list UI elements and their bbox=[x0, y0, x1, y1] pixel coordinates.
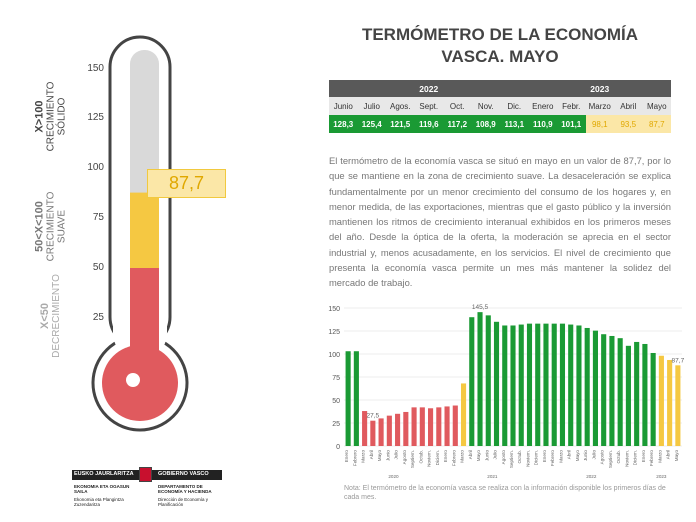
thermo-tick-100: 100 bbox=[87, 162, 104, 173]
x-tick-label: Noviem. bbox=[525, 450, 531, 467]
monthly-bar-chart bbox=[320, 296, 690, 484]
data-label: 27,5 bbox=[366, 412, 380, 420]
x-tick-label: Agosto bbox=[599, 450, 605, 465]
x-tick-label: Noviem. bbox=[624, 450, 630, 467]
zone-text-low: DECRECIMIENTO bbox=[51, 274, 62, 358]
bar bbox=[453, 406, 458, 446]
y-tick-label: 100 bbox=[328, 352, 340, 359]
x-tick-label: Junio bbox=[385, 450, 391, 461]
table-value-cell: 110,9 bbox=[529, 115, 558, 133]
bar bbox=[387, 416, 392, 446]
x-tick-label: Agosto bbox=[401, 450, 407, 465]
table-value-cell: 128,3 bbox=[329, 115, 358, 133]
x-tick-label: Octub. bbox=[418, 450, 424, 464]
table-value-cell: 93,5 bbox=[614, 115, 643, 133]
thermometer-value-callout: 87,7 bbox=[147, 169, 226, 198]
x-tick-label: Septiem. bbox=[509, 450, 514, 469]
year-2023-header: 2023 bbox=[529, 80, 672, 97]
thermometer-yellow-fill bbox=[130, 193, 159, 268]
bar bbox=[585, 328, 590, 446]
x-tick-label: Junio bbox=[583, 450, 589, 461]
bar bbox=[469, 317, 474, 446]
thermo-tick-125: 125 bbox=[87, 112, 104, 123]
logo-left-title: EUSKO JAURLARITZA bbox=[74, 471, 134, 477]
x-tick-label: Abril bbox=[566, 450, 572, 460]
thermo-tick-25: 25 bbox=[92, 312, 104, 323]
year-label: 2022 bbox=[586, 474, 597, 479]
bar bbox=[461, 383, 466, 446]
bar bbox=[420, 407, 425, 446]
x-tick-label: Julio bbox=[393, 450, 399, 460]
bar bbox=[609, 336, 614, 446]
x-tick-label: Marzo bbox=[360, 450, 366, 463]
bar bbox=[560, 324, 565, 446]
y-tick-label: 0 bbox=[336, 444, 340, 451]
year-label: 2020 bbox=[388, 474, 399, 479]
page-title: TERMÓMETRO DE LA ECONOMÍA VASCA. MAYO bbox=[361, 25, 639, 66]
x-tick-label: Marzo bbox=[558, 450, 564, 463]
bar bbox=[477, 312, 482, 446]
table-value-row bbox=[329, 115, 671, 133]
table-month-row bbox=[329, 97, 671, 115]
zone-range-high: X>100 bbox=[33, 100, 46, 133]
table-month-cell: Dic. bbox=[500, 97, 529, 115]
year-2022-header: 2022 bbox=[329, 80, 529, 97]
table-month-cell: Abril bbox=[614, 97, 643, 115]
bar bbox=[667, 360, 672, 446]
table-year-row bbox=[329, 80, 671, 97]
y-tick-label: 50 bbox=[332, 398, 340, 405]
x-tick-label: Enero bbox=[344, 450, 350, 463]
bar bbox=[403, 412, 408, 446]
x-tick-label: Enero bbox=[541, 450, 547, 463]
zone-label-solid-growth bbox=[35, 72, 68, 162]
x-tick-label: Abril bbox=[467, 450, 473, 460]
table-month-cell: Agos. bbox=[386, 97, 415, 115]
table-month-cell: Junio bbox=[329, 97, 358, 115]
bar bbox=[379, 418, 384, 446]
table-value-cell: 108,9 bbox=[472, 115, 501, 133]
basque-emblem-icon bbox=[139, 467, 152, 482]
x-tick-label: Septiem. bbox=[607, 450, 613, 469]
logo-right-dept: DEPARTAMENTO DE ECONOMÍA Y HACIENDA bbox=[158, 484, 212, 494]
bar bbox=[354, 351, 359, 446]
summary-paragraph: El termómetro de la economía vasca se situó en mayo en un valor de 87,7, por lo que se mantiene en la zona de crecimiento suave. La desaceleración se explica fundamentalmente por un menor crecimiento del consumo de los hogares y, en menor medida, de las exportaciones, mientras que el gasto público y la inversión mantienen los ritmos de crecimiento interanual exhibidos en los primeros meses del año. Desde la óptica de la oferta, la moderación se aprecia en el sector industrial y, menos acusadamente, en los servicios. El nivel de crecimiento que presenta la economía vasca permite un mes más mantener la solidez del mercado de trabajo. bbox=[329, 155, 671, 289]
x-tick-label: Mayo bbox=[377, 450, 383, 462]
bar bbox=[651, 353, 656, 446]
table-month-cell: Oct. bbox=[443, 97, 472, 115]
zone-label-soft-growth bbox=[35, 182, 68, 272]
x-tick-label: Agosto bbox=[500, 450, 506, 465]
x-tick-label: Mayo bbox=[673, 450, 679, 462]
bar bbox=[675, 365, 680, 446]
bar bbox=[626, 346, 631, 446]
table-value-cell: 87,7 bbox=[643, 115, 672, 133]
x-tick-label: Enero bbox=[640, 450, 646, 463]
bar bbox=[395, 414, 400, 446]
table-month-cell: Febr. bbox=[557, 97, 586, 115]
x-tick-label: Marzo bbox=[459, 450, 465, 463]
x-tick-label: Febrero bbox=[451, 450, 457, 467]
bar bbox=[436, 407, 441, 446]
x-tick-label: Febrero bbox=[550, 450, 556, 467]
bar bbox=[510, 325, 515, 446]
table-month-cell: Sept. bbox=[415, 97, 444, 115]
bar bbox=[568, 325, 573, 446]
table-value-cell: 117,2 bbox=[443, 115, 472, 133]
bar bbox=[634, 342, 639, 446]
bar bbox=[412, 407, 417, 446]
table-month-cell: Mayo bbox=[643, 97, 672, 115]
bulb-highlight bbox=[126, 373, 140, 387]
x-tick-label: Diciem. bbox=[533, 450, 539, 466]
x-tick-label: Julio bbox=[591, 450, 597, 460]
table-month-cell: Enero bbox=[529, 97, 558, 115]
bar bbox=[519, 325, 524, 446]
table-month-cell: Julio bbox=[358, 97, 387, 115]
x-tick-label: Abril bbox=[665, 450, 671, 460]
zone-label-decrease bbox=[40, 271, 62, 361]
monthly-values-table bbox=[329, 80, 671, 133]
table-value-cell: 119,6 bbox=[415, 115, 444, 133]
bar bbox=[601, 334, 606, 446]
thermo-tick-150: 150 bbox=[87, 63, 104, 74]
x-tick-label: Marzo bbox=[657, 450, 663, 463]
bar bbox=[346, 351, 351, 446]
data-label: 87,7 bbox=[671, 357, 685, 365]
x-tick-label: Mayo bbox=[574, 450, 580, 462]
year-label: 2023 bbox=[656, 474, 667, 479]
bar bbox=[444, 406, 449, 446]
y-tick-label: 25 bbox=[332, 421, 340, 428]
x-tick-label: Octub. bbox=[517, 450, 523, 464]
bar bbox=[370, 421, 375, 446]
x-tick-label: Junio bbox=[484, 450, 490, 461]
bar bbox=[535, 324, 540, 446]
x-tick-label: Octub. bbox=[616, 450, 622, 464]
bar bbox=[494, 322, 499, 446]
y-tick-label: 125 bbox=[328, 329, 340, 336]
bar bbox=[552, 324, 557, 446]
thermo-tick-50: 50 bbox=[92, 262, 104, 273]
x-tick-label: Diciem. bbox=[434, 450, 440, 466]
table-value-cell: 98,1 bbox=[586, 115, 615, 133]
logo-left-sub: Ekonomia eta Plangintza Zuzendaritza bbox=[74, 497, 124, 507]
bar bbox=[593, 331, 598, 446]
bar bbox=[502, 325, 507, 446]
footnote: Nota: El termómetro de la economía vasca se realiza con la información disponible los primeros días de cada mes. bbox=[344, 485, 666, 501]
bar bbox=[543, 324, 548, 446]
x-tick-label: Septiem. bbox=[410, 450, 416, 469]
y-tick-label: 150 bbox=[328, 306, 340, 313]
x-tick-label: Febrero bbox=[352, 450, 358, 467]
table-month-cell: Marzo bbox=[586, 97, 615, 115]
logo-right-sub: Dirección de Economía y Planificación bbox=[158, 497, 209, 507]
thermometer-bulb-fill bbox=[102, 345, 178, 421]
bar bbox=[642, 344, 647, 446]
bar bbox=[618, 338, 623, 446]
logo-left-dept: EKONOMIA ETA OGASUN SAILA bbox=[74, 484, 130, 494]
y-tick-label: 75 bbox=[332, 375, 340, 382]
table-value-cell: 113,1 bbox=[500, 115, 529, 133]
thermo-tick-75: 75 bbox=[92, 212, 104, 223]
x-tick-label: Enero bbox=[443, 450, 449, 463]
x-tick-label: Febrero bbox=[649, 450, 655, 467]
logo-right-title: GOBIERNO VASCO bbox=[158, 471, 209, 477]
table-month-cell: Nov. bbox=[472, 97, 501, 115]
x-tick-label: Diciem. bbox=[632, 450, 638, 466]
zone-range-mid: 50<X<100 bbox=[33, 201, 46, 252]
bar bbox=[576, 325, 581, 446]
zone-text-high: CRECIMIENTO SÓLIDO bbox=[45, 81, 68, 152]
zone-range-low: X<50 bbox=[39, 303, 51, 329]
x-tick-label: Abril bbox=[368, 450, 374, 460]
bar bbox=[486, 315, 491, 446]
data-label: 145,5 bbox=[471, 304, 489, 312]
x-tick-label: Noviem. bbox=[426, 450, 432, 467]
zone-text-mid: CRECIMIENTO SUAVE bbox=[45, 191, 68, 262]
year-label: 2021 bbox=[487, 474, 498, 479]
table-value-cell: 125,4 bbox=[358, 115, 387, 133]
bar bbox=[659, 356, 664, 446]
x-tick-label: Mayo bbox=[476, 450, 482, 462]
bar bbox=[428, 408, 433, 446]
table-value-cell: 101,1 bbox=[557, 115, 586, 133]
bar bbox=[527, 324, 532, 446]
x-tick-label: Julio bbox=[492, 450, 498, 460]
table-value-cell: 121,5 bbox=[386, 115, 415, 133]
